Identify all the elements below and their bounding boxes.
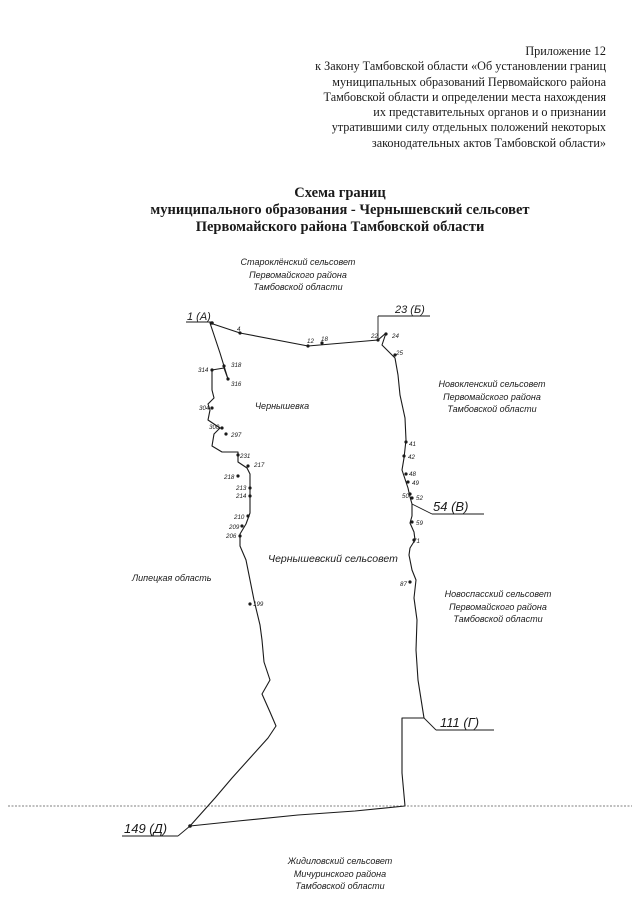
- neighbor-east-lower-line: Тамбовской области: [453, 614, 543, 624]
- vertex-label: 59: [416, 520, 423, 527]
- vertex-label: 214: [236, 493, 247, 500]
- neighbor-north-line: Тамбовской области: [253, 282, 343, 292]
- vertex-label: 217: [254, 462, 265, 469]
- vertex-label: 49: [412, 480, 419, 487]
- vertex-label: 300: [209, 424, 220, 431]
- appendix-line: их представительных органов и о признании: [373, 105, 606, 120]
- vertex-label: 52: [416, 495, 423, 502]
- territory-label: Чернышевский сельсовет: [268, 553, 398, 565]
- map-title-line: муниципального образования - Чернышевский сельсовет: [150, 202, 530, 218]
- vertex-label: 316: [231, 381, 242, 388]
- neighbor-north-line: Староклёнский сельсовет: [240, 257, 356, 267]
- vertex-label: 25: [396, 350, 403, 357]
- vertex-markers: [188, 321, 415, 828]
- appendix-line: муниципальных образований Первомайского района: [332, 74, 606, 89]
- neighbor-east-upper-line: Новокленский сельсовет: [438, 379, 546, 389]
- leader-line: [424, 718, 436, 730]
- neighbor-east-lower-line: Первомайского района: [449, 601, 547, 612]
- corner-point-111g: 111 (Г): [440, 715, 480, 730]
- vertex-label: 18: [321, 336, 328, 343]
- appendix-line: законодательных актов Тамбовской области»: [371, 135, 606, 150]
- neighbor-west: Липецкая область: [132, 573, 212, 583]
- vertex-label: 304: [199, 405, 210, 412]
- neighbor-east-lower-line: Новоспасский сельсовет: [444, 589, 552, 599]
- vertex-label: 314: [198, 367, 209, 374]
- map-title-line: Схема границ: [294, 185, 386, 201]
- neighbor-south-line: Мичуринского района: [293, 868, 387, 879]
- vertex-label: 218: [224, 474, 235, 481]
- vertex-label: 210: [234, 514, 245, 521]
- map-title-line: Первомайского района Тамбовской области: [195, 219, 485, 235]
- neighbor-east-upper-line: Тамбовской области: [447, 404, 537, 414]
- corner-point-23b: 23 (Б): [395, 304, 425, 316]
- vertex-label: 48: [409, 471, 416, 478]
- corner-point-149d: 149 (Д): [124, 821, 168, 836]
- vertex-label: 22: [371, 333, 378, 340]
- neighbor-north-line: Первомайского района: [249, 269, 347, 280]
- vertex-label: 4: [237, 326, 241, 333]
- vertex-label: 318: [231, 362, 242, 369]
- territory-boundary: [190, 323, 424, 826]
- corner-point-54v: 54 (В): [433, 499, 469, 514]
- vertex-label: 209: [229, 524, 240, 531]
- vertex-label: 71: [413, 538, 420, 545]
- vertex-label: 24: [392, 333, 399, 340]
- leader-line: [178, 826, 190, 836]
- appendix-line: утратившими силу отдельных положений некоторых: [331, 120, 606, 135]
- vertex-label: 199: [253, 601, 264, 608]
- settlement-label: Чернышевка: [255, 401, 310, 411]
- neighbor-east-upper-line: Первомайского района: [443, 391, 541, 402]
- vertex-label: 231: [240, 453, 251, 460]
- vertex-label: 213: [236, 485, 247, 492]
- vertex-label: 41: [409, 441, 416, 448]
- appendix-line: Приложение 12: [525, 44, 606, 58]
- vertex-label: 297: [231, 432, 242, 439]
- vertex-label: 42: [408, 454, 415, 461]
- vertex-label: 87: [400, 581, 407, 588]
- vertex-label: 206: [226, 533, 237, 540]
- vertex-label: 12: [307, 338, 314, 345]
- neighbor-south-line: Жидиловский сельсовет: [287, 856, 393, 866]
- neighbor-south-line: Тамбовской области: [295, 881, 385, 891]
- vertex-labels: [198, 326, 423, 608]
- vertex-label: 50: [402, 493, 409, 500]
- corner-point-1a: 1 (А): [187, 311, 211, 323]
- appendix-line: к Закону Тамбовской области «Об установлении границ: [315, 59, 606, 74]
- leader-line: [412, 504, 432, 514]
- appendix-line: Тамбовской области и определении места нахождения: [323, 89, 606, 104]
